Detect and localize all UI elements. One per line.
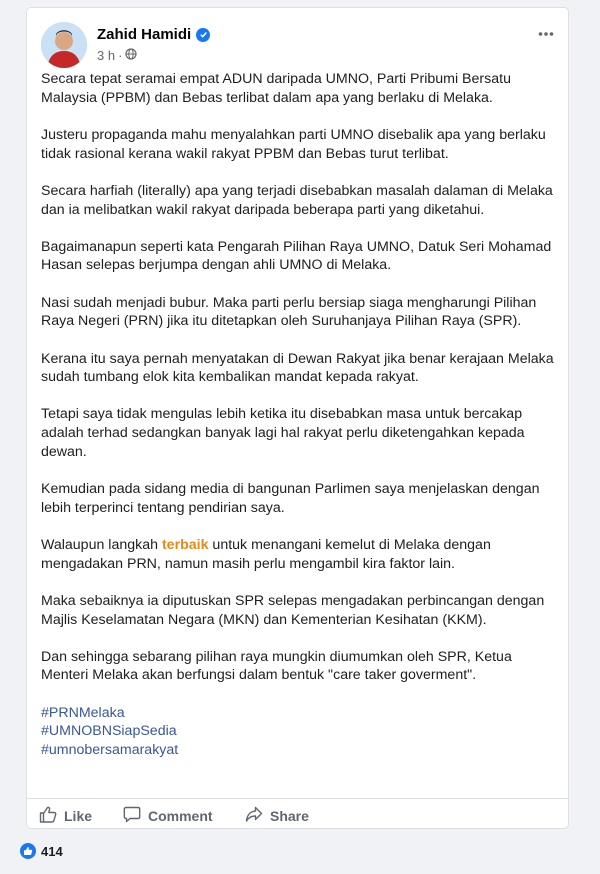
- share-label: Share: [270, 808, 309, 824]
- post-body: [41, 70, 556, 760]
- author-name-row: [97, 26, 210, 43]
- comment-label: Comment: [148, 808, 213, 824]
- comment-icon: [123, 806, 141, 826]
- post-meta: [97, 48, 137, 63]
- like-button[interactable]: [39, 806, 92, 826]
- highlighted-word: terbaik: [161, 536, 209, 553]
- share-button[interactable]: [245, 806, 309, 826]
- action-bar: [27, 798, 568, 829]
- like-reaction-icon: [20, 843, 36, 859]
- post-paragraph: Nasi sudah menjadi bubur. Maka parti perlu bersiap siaga mengharungi Pilihan Raya Negeri (PRN) jika itu ditetapkan oleh Suruhanjaya Pilihan Raya (SPR).: [41, 294, 537, 330]
- post-paragraph: Secara tepat seramai empat ADUN daripada UMNO, Parti Pribumi Bersatu Malaysia (PPBM) dan Bebas terlibat dalam apa yang berlaku di Melaka.: [41, 71, 511, 106]
- post-header: [41, 22, 556, 72]
- post-time[interactable]: 3 h: [97, 48, 116, 63]
- hashtag-list: [41, 704, 556, 760]
- reaction-count: 414: [41, 843, 63, 859]
- post-paragraph: Maka sebaiknya ia diputuskan SPR selepas mengadakan perbincangan dengan Majlis Keselamatan Negara (MKN) dan Kementerian Kesihatan (KKM).: [41, 592, 545, 628]
- comment-button[interactable]: [123, 806, 213, 826]
- paragraph-text: Walaupun langkah: [41, 536, 162, 553]
- globe-icon: [125, 48, 137, 63]
- hashtag-link[interactable]: #UMNOBNSiapSedia: [41, 723, 177, 740]
- author-name[interactable]: Zahid Hamidi: [97, 26, 192, 43]
- post-paragraph: Tetapi saya tidak mengulas lebih ketika itu disebabkan masa untuk bercakap adalah terhad sedangkan banyak lagi hal rakyat perlu diketengahkan kepada dewan.: [41, 406, 525, 460]
- like-label: Like: [64, 808, 93, 824]
- post-paragraph-highlight: [41, 536, 556, 573]
- post-paragraph: Secara harfiah (literally) apa yang terjadi disebabkan masalah dalaman di Melaka dan ia melibatkan wakil rakyat daripada beberapa parti yang diketahui.: [41, 182, 553, 218]
- hashtag-link[interactable]: #PRNMelaka: [41, 704, 125, 721]
- reaction-summary[interactable]: [20, 843, 63, 859]
- post-paragraph: Kerana itu saya pernah menyatakan di Dewan Rakyat jika benar kerajaan Melaka sudah tumbang elok kita kembalikan mandat kepada rakyat.: [41, 350, 554, 386]
- hashtag-link[interactable]: #umnobersamarakyat: [41, 742, 179, 759]
- paragraph-text: untuk menangani kemelut di Melaka dengan mengadakan PRN, namun masih perlu mengambil kira faktor lain.: [41, 536, 491, 572]
- post-card: [27, 8, 568, 828]
- share-icon: [245, 806, 263, 826]
- post-paragraph: Justeru propaganda mahu menyalahkan parti UMNO disebalik apa yang berlaku tidak rasional kerana wakil rakyat PPBM dan Bebas turut terlibat.: [41, 126, 546, 162]
- like-icon: [39, 806, 57, 826]
- post-paragraph: Kemudian pada sidang media di bangunan Parlimen saya menjelaskan dengan lebih terperinci tentang pendirian saya.: [41, 481, 540, 516]
- avatar[interactable]: [41, 22, 87, 68]
- meta-separator: ·: [118, 48, 123, 63]
- post-paragraph: Dan sehingga sebarang pilihan raya mungkin diumumkan oleh SPR, Ketua Menteri Melaka akan berfungsi dalam bentuk "care taker goverment".: [41, 648, 512, 684]
- verified-badge-icon: [196, 28, 210, 42]
- more-options-icon[interactable]: [538, 24, 554, 42]
- post-paragraph: Bagaimanapun seperti kata Pengarah Pilihan Raya UMNO, Datuk Seri Mohamad Hasan selepas berjumpa dengan ahli UMNO di Melaka.: [41, 238, 552, 274]
